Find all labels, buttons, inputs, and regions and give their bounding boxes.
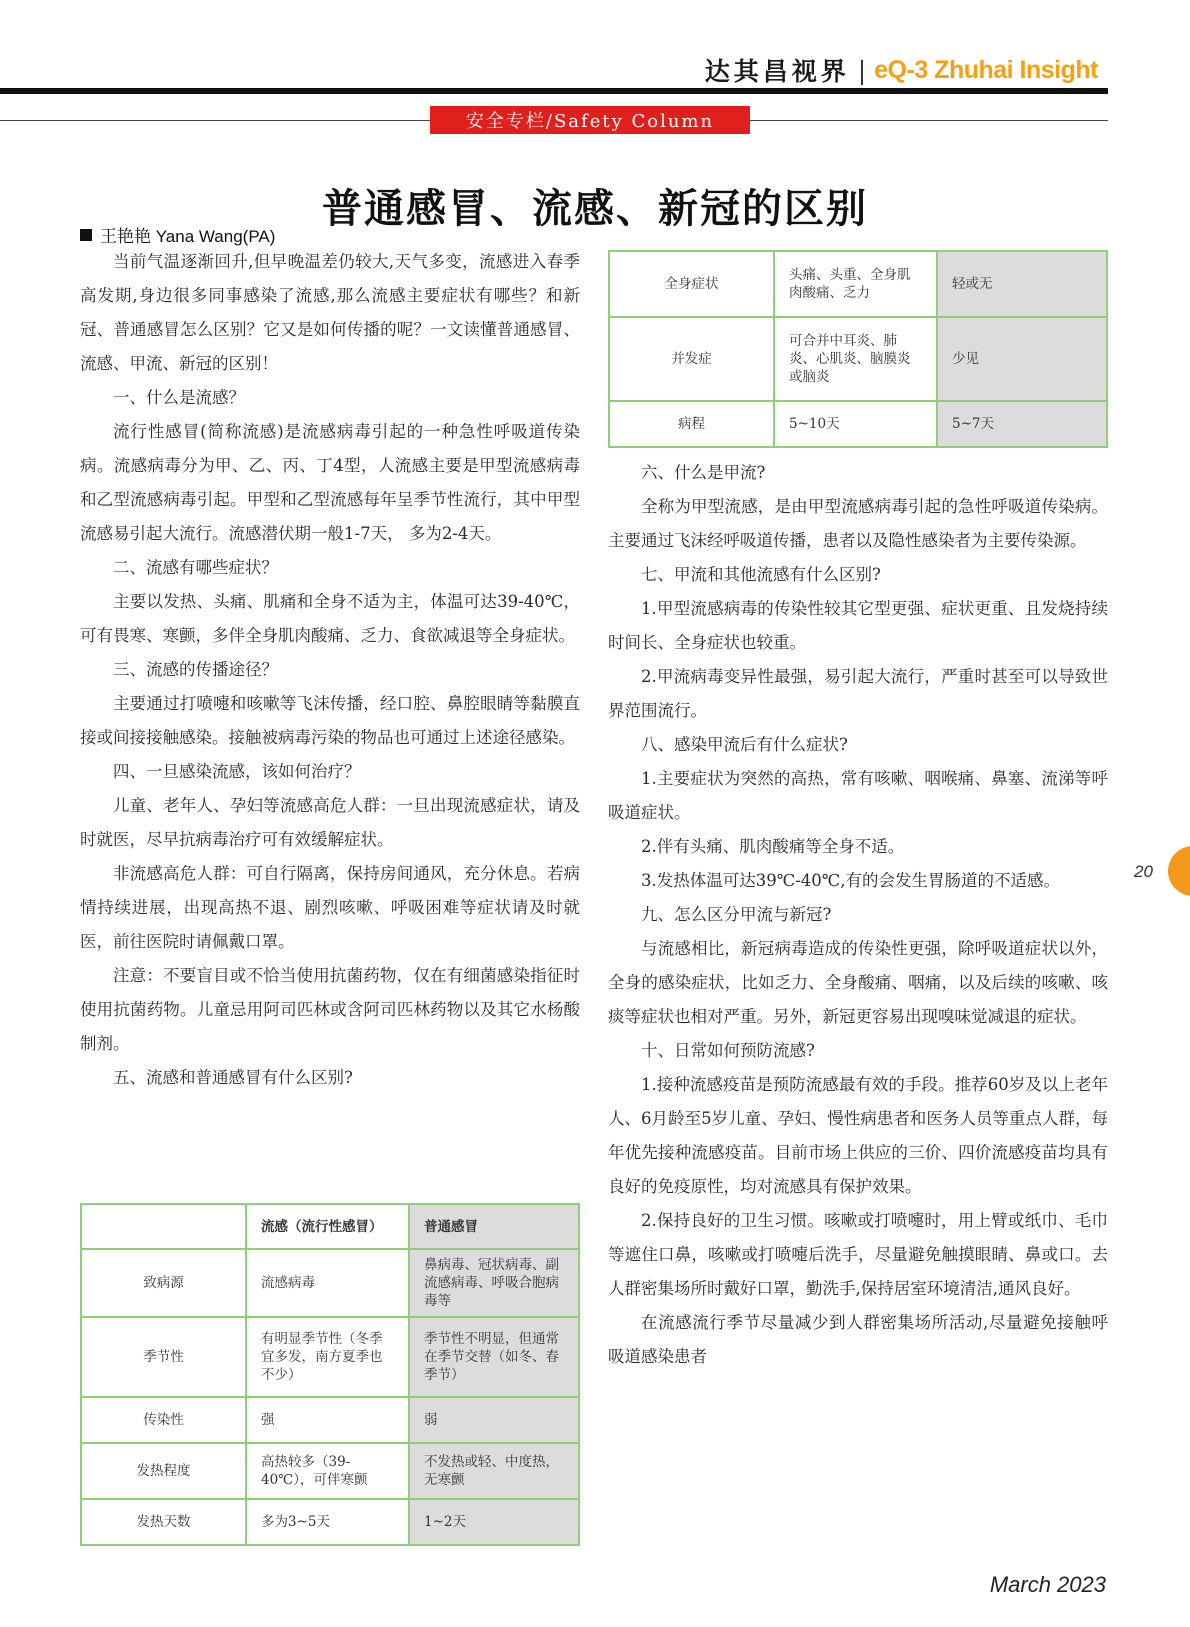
table-row-label: 传染性	[81, 1397, 246, 1443]
section-heading: 一、什么是流感？	[113, 388, 245, 407]
table-cell-cold: 5~7天	[937, 401, 1107, 447]
paragraph: 全称为甲型流感，是由甲型流感病毒引起的急性呼吸道传染病。主要通过飞沫经呼吸道传播，患者以及隐性感染者为主要传染源。	[608, 497, 1108, 550]
table-cell-cold: 少见	[937, 317, 1107, 401]
article-title: 普通感冒、流感、新冠的区别	[322, 184, 868, 232]
table-cell-cold: 弱	[409, 1397, 579, 1443]
author-name: 王艳艳 Yana Wang(PA)	[100, 227, 276, 246]
table-row-label: 全身症状	[609, 251, 774, 317]
paragraph: 2.伴有头痛、肌肉酸痛等全身不适。	[641, 837, 905, 856]
brand-separator: |	[857, 55, 867, 85]
paragraph: 儿童、老年人、孕妇等流感高危人群：一旦出现流感症状，请及时就医，尽早抗病毒治疗可有效缓解症状。	[80, 796, 580, 849]
comparison-table-part-1	[80, 1203, 580, 1546]
table-row-label: 病程	[609, 401, 774, 447]
left-column	[80, 245, 580, 1095]
right-column	[608, 456, 1108, 1374]
table-cell-cold: 轻或无	[937, 251, 1107, 317]
section-heading: 六、什么是甲流?	[641, 463, 766, 482]
column-tag: 安全专栏/Safety Column	[430, 106, 750, 134]
byline	[80, 222, 275, 247]
table-cell-flu: 多为3~5天	[246, 1499, 409, 1545]
table-row	[81, 1443, 579, 1499]
table-row	[609, 251, 1107, 317]
paragraph: 2.保持良好的卫生习惯。咳嗽或打喷嚏时，用上臂或纸巾、毛巾等遮住口鼻，咳嗽或打喷嚏后洗手，尽量避免触摸眼睛、鼻或口。去人群密集场所时戴好口罩，勤洗手,保持居室环境清洁,通风良好。	[608, 1211, 1108, 1298]
section-heading: 十、日常如何预防流感?	[641, 1041, 815, 1060]
section-heading: 三、流感的传播途径？	[113, 660, 278, 679]
table-row	[81, 1317, 579, 1397]
page-tab	[1168, 846, 1190, 896]
table-cell-flu: 5~10天	[774, 401, 937, 447]
issue-date: March 2023	[989, 1572, 1106, 1597]
table-cell-flu: 流感病毒	[246, 1249, 409, 1317]
paragraph: 当前气温逐渐回升,但早晚温差仍较大,天气多变，流感进入春季高发期,身边很多同事感染了流感,那么流感主要症状有哪些？和新冠、普通感冒怎么区别？它又是如何传播的呢？一文读懂普通感冒、流感、甲流、新冠的区别！	[80, 252, 580, 373]
paragraph: 1.主要症状为突然的高热，常有咳嗽、咽喉痛、鼻塞、流涕等呼吸道症状。	[608, 769, 1108, 822]
table-header-row	[81, 1204, 579, 1249]
page-number: 20	[1134, 862, 1153, 881]
paragraph: 3.发热体温可达39℃-40℃,有的会发生胃肠道的不适感。	[641, 871, 1060, 890]
table-row-label: 季节性	[81, 1317, 246, 1397]
table-header-cell: 流感（流行性感冒）	[246, 1204, 409, 1249]
paragraph: 2.甲流病毒变异性最强，易引起大流行，严重时甚至可以导致世界范围流行。	[608, 667, 1108, 720]
byline-square-icon	[80, 229, 92, 241]
table-cell-cold: 季节性不明显，但通常在季节交替（如冬、春季节）	[409, 1317, 579, 1397]
masthead	[705, 52, 1098, 88]
section-heading: 四、一旦感染流感，该如何治疗？	[113, 762, 361, 781]
section-heading: 五、流感和普通感冒有什么区别?	[113, 1068, 353, 1087]
table-cell-cold: 1~2天	[409, 1499, 579, 1545]
brand-en: eQ-3 Zhuhai Insight	[874, 55, 1098, 84]
paragraph: 流行性感冒(简称流感)是流感病毒引起的一种急性呼吸道传染病。流感病毒分为甲、乙、丙、丁4型，人流感主要是甲型流感病毒和乙型流感病毒引起。甲型和乙型流感每年呈季节性流行，其中甲型流感易引起大流行。流感潜伏期一般1-7天， 多为2-4天。	[80, 422, 580, 543]
table-cell-flu: 可合并中耳炎、肺炎、心肌炎、脑膜炎或脑炎	[774, 317, 937, 401]
header-rule-thick	[0, 88, 1108, 94]
paragraph: 在流感流行季节尽量减少到人群密集场所活动,尽量避免接触呼吸道感染患者	[608, 1313, 1108, 1366]
table-row	[81, 1499, 579, 1545]
table-row-label: 致病源	[81, 1249, 246, 1317]
table-row	[609, 401, 1107, 447]
section-heading: 九、怎么区分甲流与新冠?	[641, 905, 832, 924]
table-cell-flu: 头痛、头重、全身肌肉酸痛、乏力	[774, 251, 937, 317]
table-cell-cold: 鼻病毒、冠状病毒、副流感病毒、呼吸合胞病毒等	[409, 1249, 579, 1317]
table-cell-cold: 不发热或轻、中度热，无寒颤	[409, 1443, 579, 1499]
paragraph: 与流感相比，新冠病毒造成的传染性更强，除呼吸道症状以外，全身的感染症状，比如乏力、全身酸痛、咽痛，以及后续的咳嗽、咳痰等症状也相对严重。另外，新冠更容易出现嗅味觉减退的症状。	[608, 939, 1108, 1026]
section-heading: 七、甲流和其他流感有什么区别?	[641, 565, 881, 584]
paragraph: 主要以发热、头痛、肌痛和全身不适为主，体温可达39-40℃，可有畏寒、寒颤，多伴全身肌肉酸痛、乏力、食欲减退等全身症状。	[80, 592, 580, 645]
table-header-cell	[81, 1204, 246, 1249]
brand-cn: 达其昌视界	[704, 57, 850, 86]
paragraph: 1.甲型流感病毒的传染性较其它型更强、症状更重、且发烧持续时间长、全身症状也较重。	[608, 599, 1108, 652]
table-row-label: 发热程度	[81, 1443, 246, 1499]
table-row-label: 发热天数	[81, 1499, 246, 1545]
section-heading: 八、感染甲流后有什么症状?	[641, 735, 848, 754]
comparison-table-part-2	[608, 250, 1108, 448]
table-cell-flu: 强	[246, 1397, 409, 1443]
paragraph: 主要通过打喷嚏和咳嗽等飞沫传播，经口腔、鼻腔眼睛等黏膜直接或间接接触感染。接触被病毒污染的物品也可通过上述途径感染。	[80, 694, 580, 747]
table-row	[609, 317, 1107, 401]
table-cell-flu: 有明显季节性（冬季宜多发，南方夏季也不少）	[246, 1317, 409, 1397]
paragraph: 注意：不要盲目或不恰当使用抗菌药物，仅在有细菌感染指征时使用抗菌药物。儿童忌用阿司匹林或含阿司匹林药物以及其它水杨酸制剂。	[80, 966, 580, 1053]
table-header-cell: 普通感冒	[409, 1204, 579, 1249]
table-row-label: 并发症	[609, 317, 774, 401]
section-heading: 二、流感有哪些症状？	[113, 558, 278, 577]
paragraph: 1.接种流感疫苗是预防流感最有效的手段。推荐60岁及以上老年人、6月龄至5岁儿童、孕妇、慢性病患者和医务人员等重点人群，每年优先接种流感疫苗。目前市场上供应的三价、四价流感疫苗均具有良好的免疫原性，均对流感具有保护效果。	[608, 1075, 1108, 1196]
table-row	[81, 1249, 579, 1317]
table-cell-flu: 高热较多（39-40℃），可伴寒颤	[246, 1443, 409, 1499]
paragraph: 非流感高危人群：可自行隔离，保持房间通风，充分休息。若病情持续进展，出现高热不退、剧烈咳嗽、呼吸困难等症状请及时就医，前往医院时请佩戴口罩。	[80, 864, 580, 951]
table-row	[81, 1397, 579, 1443]
